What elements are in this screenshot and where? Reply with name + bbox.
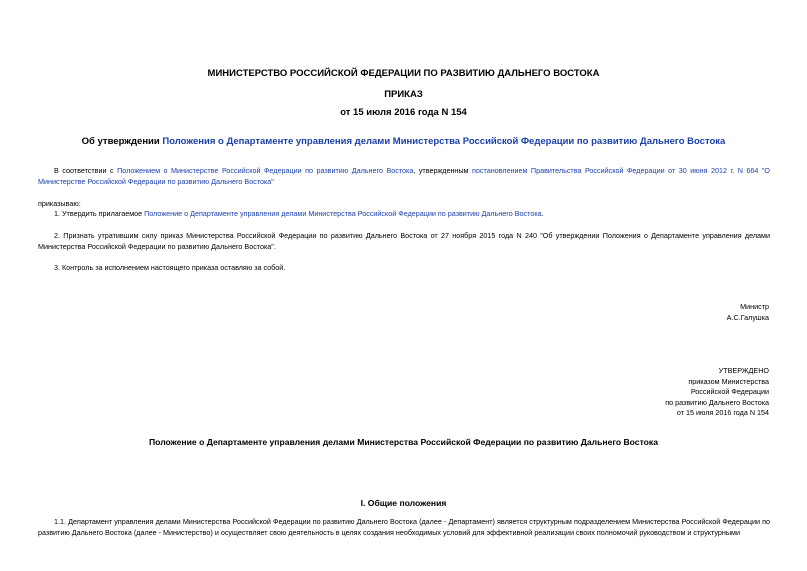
document-type: ПРИКАЗ (384, 89, 423, 100)
regulation-title: Положение о Департаменте управления делами Министерства Российской Федерации по развитию Дальнего Востока (148, 437, 659, 447)
preamble-text-2: , утвержденным (413, 166, 472, 175)
approval-block (665, 366, 769, 419)
section-heading: I. Общие положения (360, 498, 447, 508)
preamble-link-decree[interactable]: постановлением Правительства Российской Федерации от 30 июня 2012 г. N 664 "О Министерстве Российской Федерации по развитию Дальнего Востока" (38, 166, 771, 186)
preamble-paragraph (38, 166, 770, 187)
approval-line-5: от 15 июля 2016 года N 154 (676, 408, 769, 417)
item-1-prefix: 1. Утвердить прилагаемое (54, 209, 145, 218)
item-1-suffix: . (541, 209, 544, 218)
item-1-link[interactable]: Положение о Департаменте управления делами Министерства Российской Федерации по развитию Дальнего Востока (144, 209, 542, 218)
section-paragraph-1-1: 1.1. Департамент управления делами Министерства Российской Федерации по развитию Дальнего Востока (далее - Департамент) является структурным подразделением Министерства Российской Федерации по развитию Дальнего Востока (далее - Министерство) и осуществляет свою деятельность в целях создания необходимых условий для эффективной реализации своих полномочий руководством и структурными (38, 517, 770, 537)
document-date: от 15 июля 2016 года N 154 (340, 107, 467, 118)
order-item-1 (54, 209, 544, 220)
approval-line-4: по развитию Дальнего Востока (665, 397, 769, 407)
title-prefix: Об утверждении (81, 136, 163, 147)
ministry-heading: МИНИСТЕРСТВО РОССИЙСКОЙ ФЕДЕРАЦИИ ПО РАЗВИТИЮ ДАЛЬНЕГО ВОСТОКА (207, 68, 600, 79)
approval-line-3: Российской Федерации (690, 387, 769, 396)
approval-line-2: приказом Министерства (688, 376, 769, 386)
document-title (0, 136, 807, 147)
preamble-text-1: В соответствии с (54, 166, 118, 175)
order-item-2: 2. Признать утратившим силу приказ Министерства Российской Федерации по развитию Дальнего Востока от 27 ноября 2015 года N 240 "Об утверждении Положения о Департаменте управления делами Министерства Российской Федерации по развитию Дальнего Востока". (38, 231, 770, 251)
signature-name: А.С.Галушка (726, 312, 769, 322)
orders-word: приказываю: (38, 199, 81, 208)
order-item-3: 3. Контроль за исполнением настоящего приказа оставляю за собой. (54, 263, 286, 272)
signature-block (727, 302, 769, 323)
title-link[interactable]: Положения о Департаменте управления делами Министерства Российской Федерации по развитию Дальнего Востока (162, 136, 726, 147)
approval-line-1: УТВЕРЖДЕНО (718, 366, 769, 375)
signature-position: Министр (740, 302, 769, 311)
preamble-link-regulation[interactable]: Положением о Министерстве Российской Федерации по развитию Дальнего Востока (117, 166, 414, 175)
